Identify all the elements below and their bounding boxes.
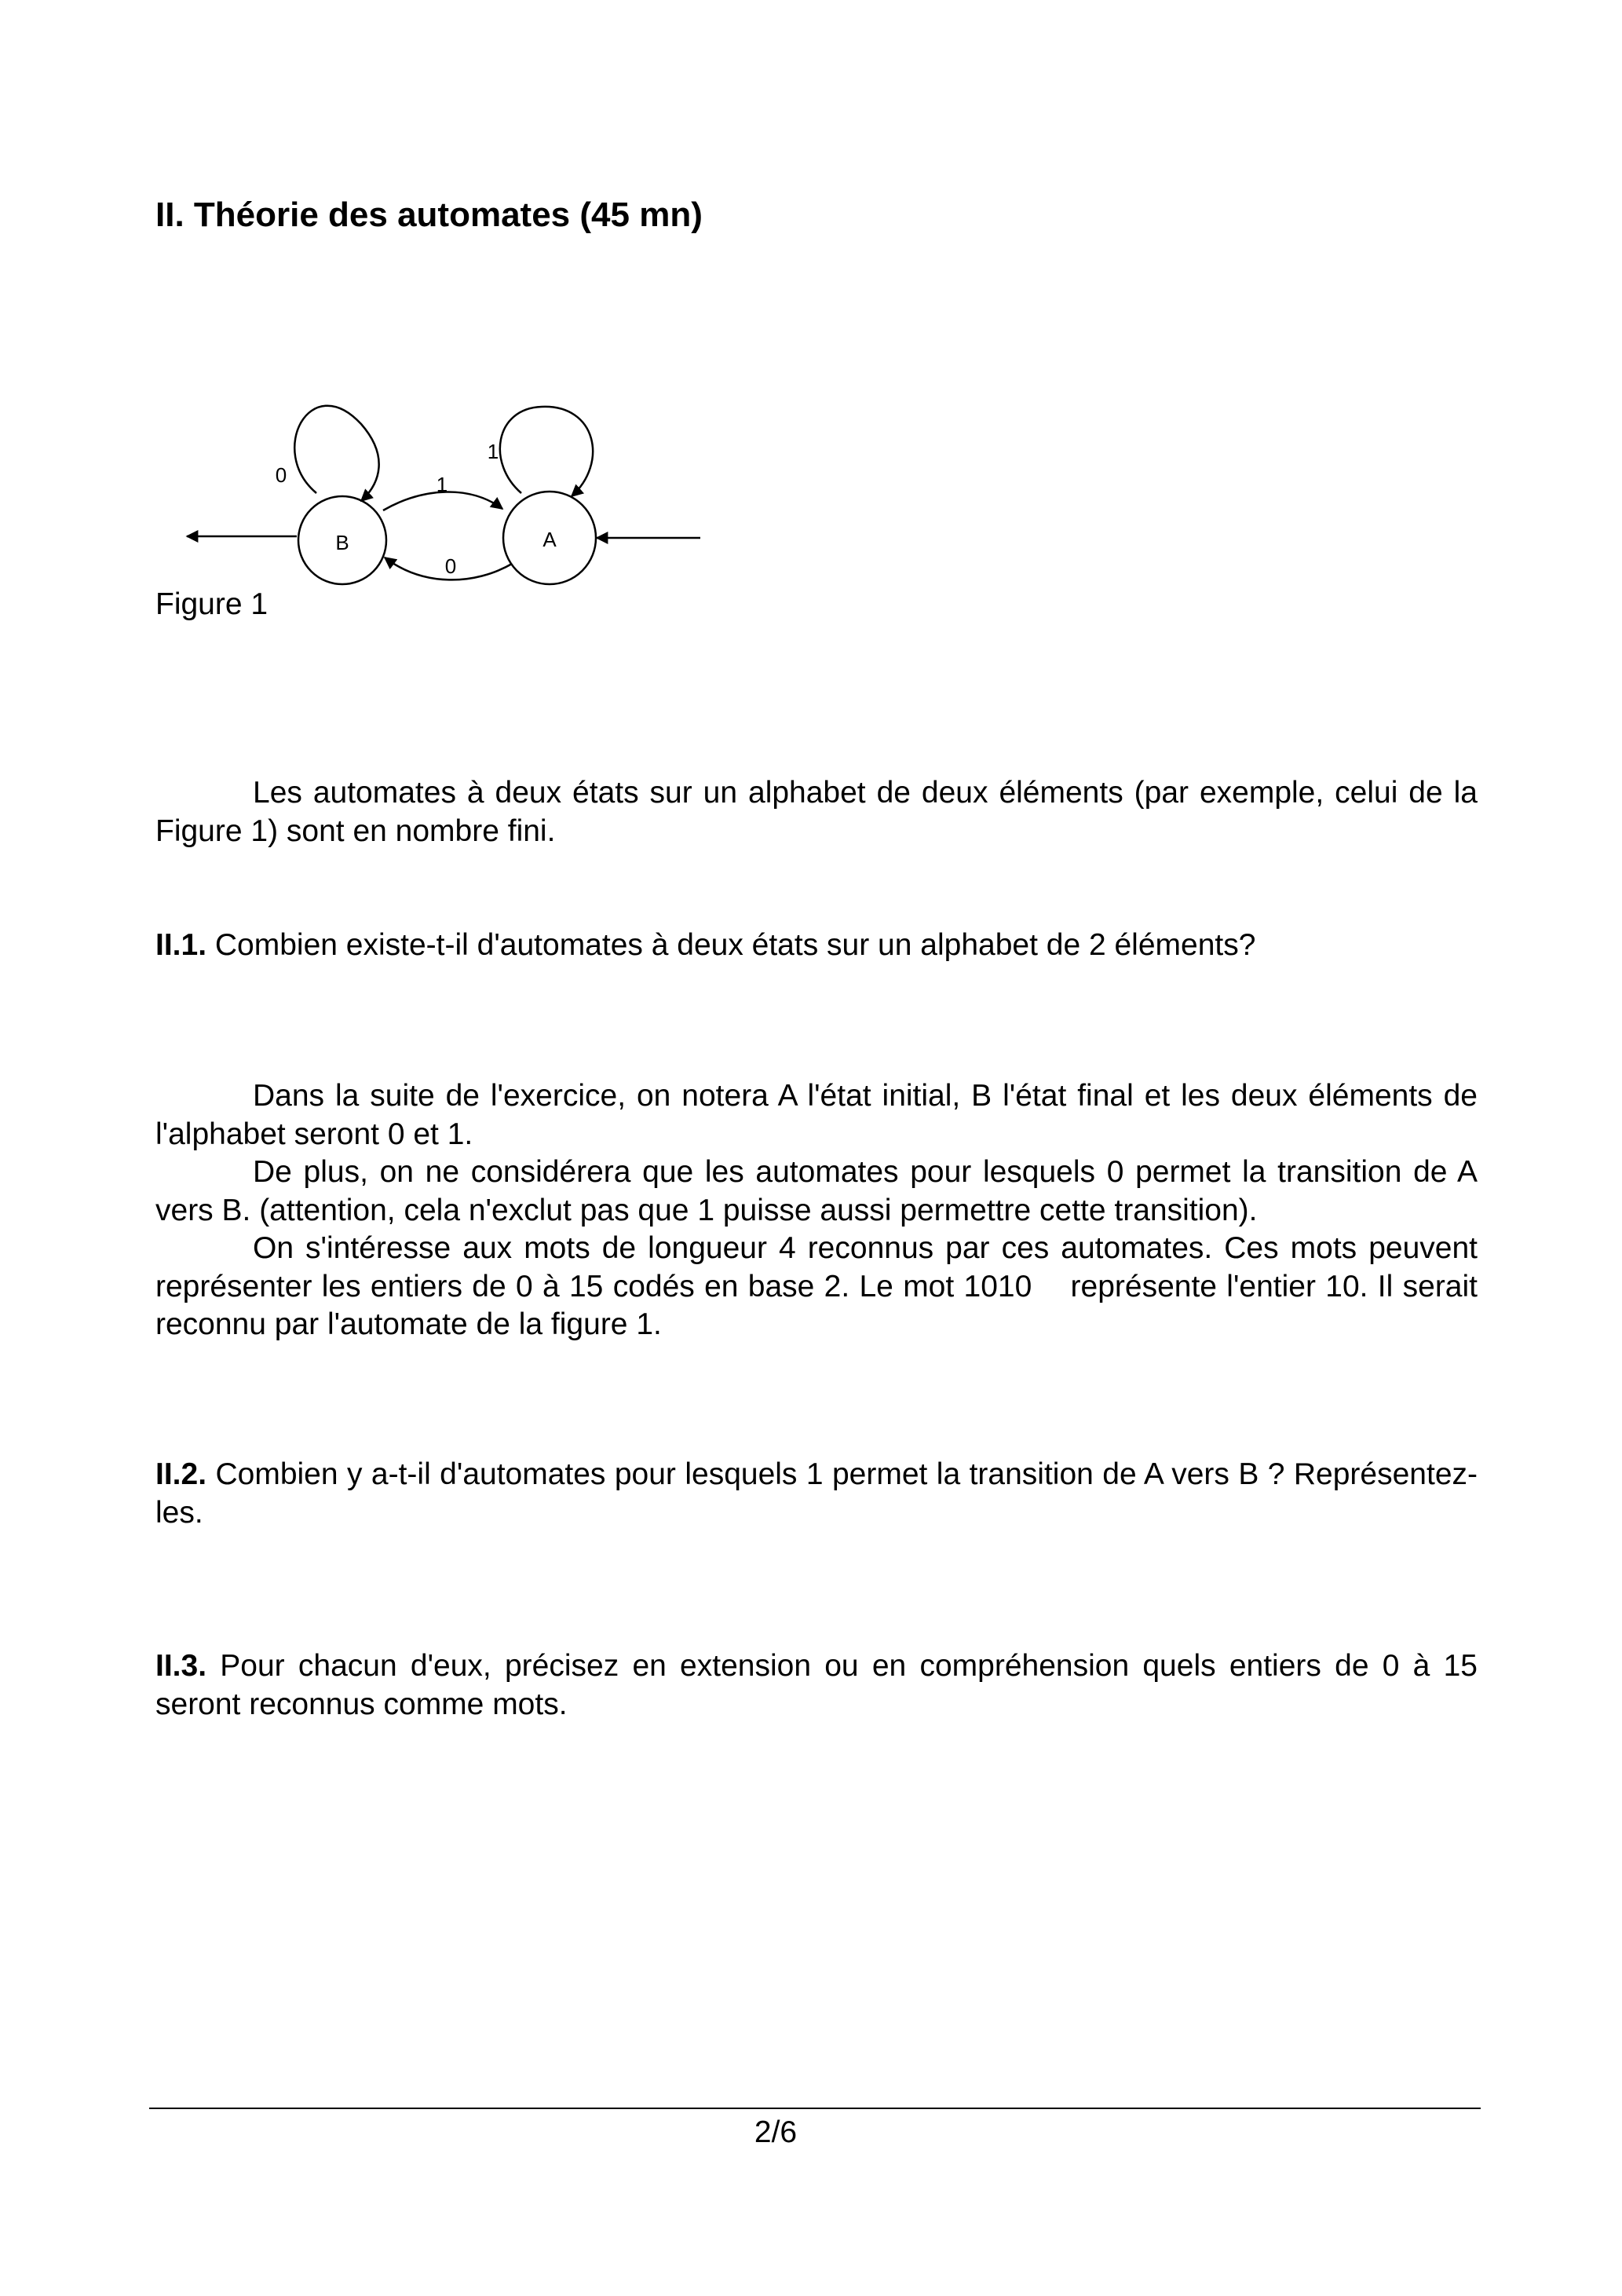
question-2-text: Combien y a-t-il d'automates pour lesquels 1 permet la transition de A vers B ? Représentez-les. (155, 1457, 1478, 1530)
loop-a-label: 1 (487, 440, 499, 463)
footer-divider (149, 2108, 1481, 2109)
state-a-label: A (542, 528, 557, 551)
question-3 (155, 1647, 1478, 1724)
automaton-diagram (0, 0, 785, 628)
intro-paragraph: Les automates à deux états sur un alphabet de deux éléments (par exemple, celui de la Figure 1) sont en nombre fini. (155, 776, 1478, 848)
loop-b-arrow (294, 406, 378, 501)
context-paragraph-3: On s'intéresse aux mots de longueur 4 reconnus par ces automates. Ces mots peuvent représenter les entiers de 0 à 15 codés en base 2. Le mot 1010 représente l'entier 10. Il serait reconnu par l'automate de la figure 1. (155, 1231, 1486, 1341)
question-2 (155, 1456, 1478, 1532)
question-1-paragraph (155, 927, 1478, 965)
context-paragraph-2: De plus, on ne considérera que les automates pour lesquels 0 permet la transition de A vers B. (attention, cela n'exclut pas que 1 puisse aussi permettre cette transition). (155, 1155, 1478, 1227)
question-3-text: Pour chacun d'eux, précisez en extension ou en compréhension quels entiers de 0 à 15 seront reconnus comme mots. (155, 1649, 1478, 1721)
context-block (155, 1077, 1486, 1344)
context-paragraph-1: Dans la suite de l'exercice, on notera A l'état initial, B l'état final et les deux éléments de l'alphabet seront 0 et 1. (155, 1079, 1478, 1151)
loop-a-arrow (500, 407, 593, 496)
question-3-label: II.3. (155, 1649, 207, 1683)
question-2-label: II.2. (155, 1457, 207, 1491)
question-3-paragraph (155, 1647, 1478, 1724)
question-1-label: II.1. (155, 928, 207, 962)
question-1-text: Combien existe-t-il d'automates à deux états sur un alphabet de 2 éléments? (206, 928, 1256, 962)
question-1 (155, 927, 1478, 965)
figure-caption: Figure 1 (155, 587, 269, 621)
transition-b-to-a-label: 1 (436, 473, 448, 496)
transition-a-to-b-label: 0 (444, 554, 457, 578)
intro-block (155, 774, 1478, 850)
section-title: II. Théorie des automates (45 mn) (155, 196, 703, 234)
page-number: 2/6 (754, 2115, 798, 2149)
loop-b-label: 0 (275, 463, 287, 487)
question-2-paragraph (155, 1456, 1478, 1532)
state-b-label: B (335, 531, 349, 554)
